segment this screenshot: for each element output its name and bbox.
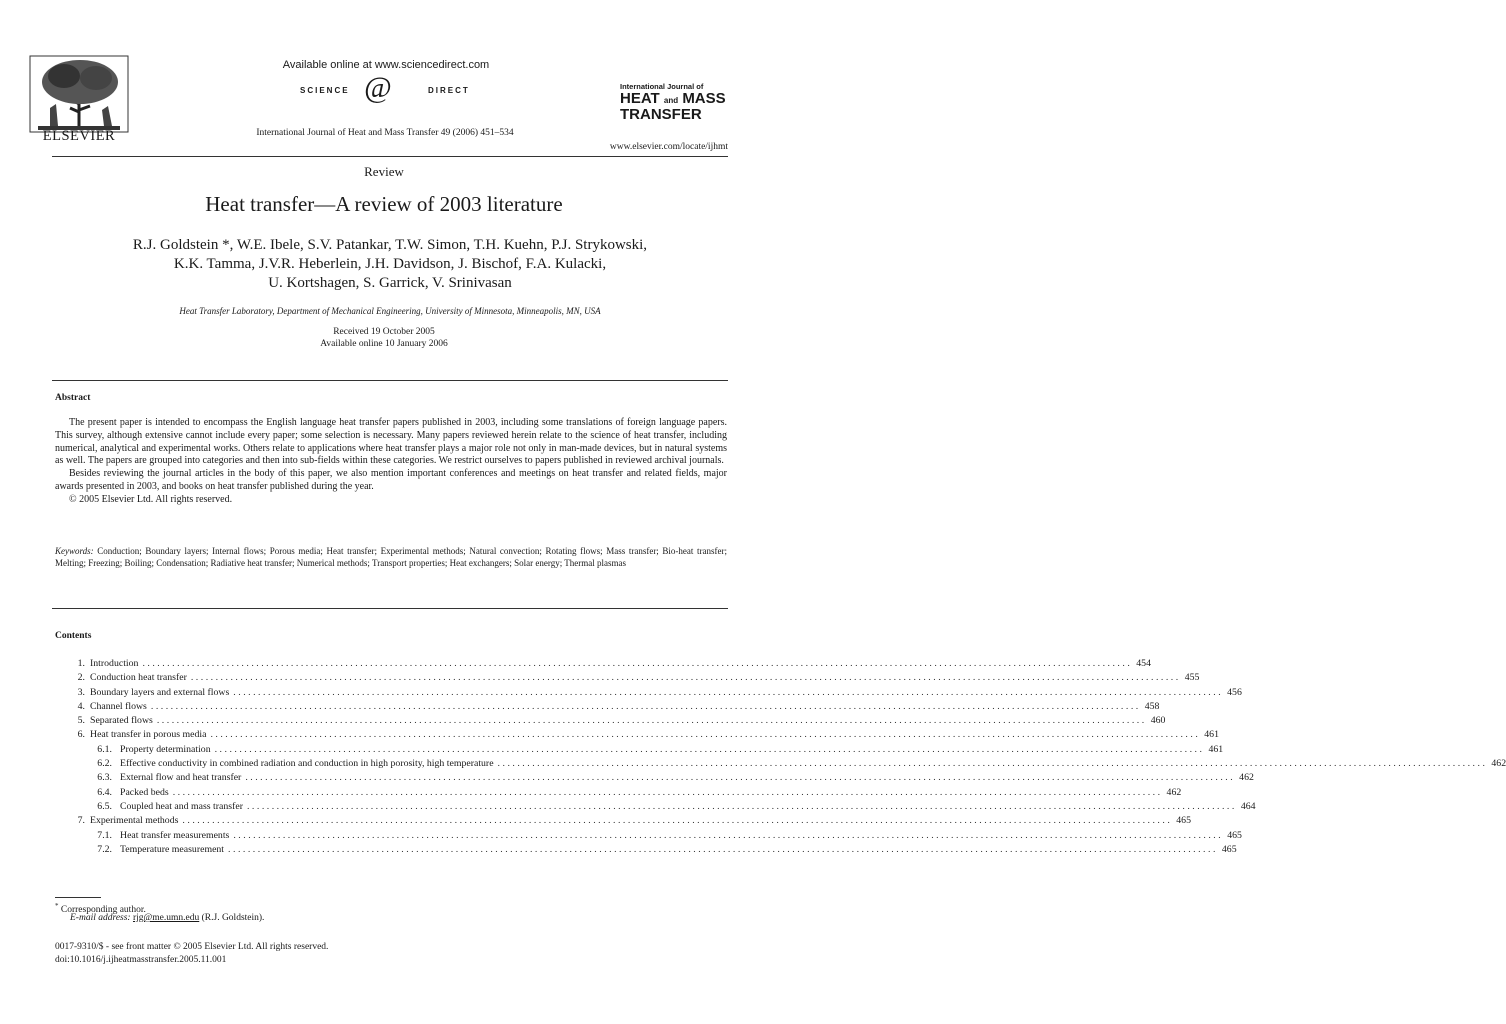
toc-label: External flow and heat transfer <box>120 772 242 784</box>
toc-entry[interactable] <box>55 715 1166 729</box>
toc-label: Conduction heat transfer <box>90 672 187 684</box>
footnote-email <box>70 913 264 923</box>
authors-line-2: K.K. Tamma, J.V.R. Heberlein, J.H. Davidson, J. Bischof, F.A. Kulacki, <box>173 256 607 272</box>
toc-page-number: 456 <box>1227 686 1242 698</box>
issn-line: 0017-9310/$ - see front matter © 2005 Elsevier Ltd. All rights reserved. <box>55 942 329 952</box>
publisher-name: ELSEVIER <box>42 128 116 144</box>
toc-leader-dots: ........................................................................................................................................................................................................ <box>233 829 1224 841</box>
toc-leader-dots: ........................................................................................................................................................................................................ <box>228 843 1218 855</box>
journal-logo-transfer: TRANSFER <box>620 106 702 123</box>
toc-number: 7.2. <box>97 843 112 855</box>
keywords <box>55 546 727 569</box>
toc-label: Introduction <box>90 658 139 669</box>
toc-entry[interactable] <box>55 743 1224 758</box>
toc-number: 7. <box>77 815 85 827</box>
abstract-paragraph-1: The present paper is intended to encompass the English language heat transfer papers published in 2003, including some translations of foreign language papers. This survey, although extensive cannot include every paper; some selection is necessary. Many papers reviewed herein relate to the science of heat transfer, including numerical, analytical and experimental works. Others relate to applications where heat transfer plays a major role not only in man-made devices, but in natural systems as well. The papers are grouped into categories and then into sub-fields within these categories. We restrict ourselves to papers published in reviewed archival journals. <box>55 417 727 467</box>
author-list <box>60 236 720 293</box>
email-link[interactable]: rjg@me.umn.edu <box>132 913 200 923</box>
doi-line: doi:10.1016/j.ijheatmasstransfer.2005.11.001 <box>55 955 227 965</box>
abstract-divider <box>52 380 728 381</box>
toc-page-number: 461 <box>1208 743 1224 755</box>
authors-line-1: R.J. Goldstein *, W.E. Ibele, S.V. Patankar, T.W. Simon, T.H. Kuehn, P.J. Strykowski, <box>132 237 648 253</box>
toc-number: 6. <box>77 729 85 741</box>
corresponding-author-note: Corresponding author. <box>60 905 146 916</box>
toc-page-number: 465 <box>1227 829 1242 841</box>
toc-page-number: 462 <box>1239 772 1254 784</box>
toc-entry[interactable] <box>55 700 1160 715</box>
available-online-link[interactable]: Available online at www.sciencedirect.com <box>282 59 490 71</box>
contents-heading: Contents <box>55 631 92 641</box>
journal-logo-subtitle: International Journal of <box>620 82 704 91</box>
toc-entry[interactable] <box>55 800 1256 815</box>
toc-entry[interactable] <box>55 786 1182 801</box>
toc-number: 6.2. <box>97 758 112 770</box>
email-label: E-mail address: <box>70 913 131 923</box>
toc-leader-dots: ........................................................................................................................................................................................................ <box>497 758 1488 770</box>
keywords-label: Keywords: <box>55 546 94 556</box>
sciencedirect-at-icon: @ <box>364 71 392 104</box>
abstract-heading: Abstract <box>55 393 91 403</box>
toc-label: Separated flows <box>90 715 153 727</box>
abstract-body <box>55 417 727 507</box>
toc-label: Boundary layers and external flows <box>90 686 230 698</box>
toc-leader-dots: ........................................................................................................................................................................................................ <box>245 772 1236 784</box>
toc-number: 6.5. <box>97 800 112 812</box>
toc-leader-dots: ........................................................................................................................................................................................................ <box>150 700 1141 712</box>
article-dates <box>0 326 768 350</box>
toc-page-number: 458 <box>1144 700 1160 712</box>
toc-page-number: 464 <box>1240 800 1256 812</box>
authors-line-3: U. Kortshagen, S. Garrick, V. Srinivasan <box>268 275 512 291</box>
toc-number: 7.1. <box>97 829 112 841</box>
toc-number: 6.4. <box>97 786 112 798</box>
article-type: Review <box>364 164 404 179</box>
toc-label: Experimental methods <box>90 815 179 827</box>
sciencedirect-science: SCIENCE <box>300 86 350 95</box>
affiliation: Heat Transfer Laboratory, Department of Mechanical Engineering, University of Minnesota, Minneapolis, MN, USA <box>179 306 601 316</box>
toc-entry[interactable] <box>55 686 1242 701</box>
toc-label: Packed beds <box>120 786 169 798</box>
toc-page-number: 465 <box>1221 843 1237 855</box>
toc-number: 6.3. <box>97 772 112 784</box>
toc-leader-dots: ........................................................................................................................................................................................................ <box>210 729 1201 741</box>
toc-entry[interactable] <box>55 758 1506 772</box>
toc-number: 3. <box>77 686 85 698</box>
table-of-contents <box>55 658 1506 858</box>
toc-label: Coupled heat and mass transfer <box>120 800 243 812</box>
toc-number: 5. <box>77 715 85 727</box>
received-date: Received 19 October 2005 <box>333 327 435 337</box>
journal-logo-and: and <box>663 96 679 105</box>
available-date: Available online 10 January 2006 <box>320 339 448 349</box>
toc-leader-dots: ........................................................................................................................................................................................................ <box>190 672 1181 684</box>
toc-label: Effective conductivity in combined radiation and conduction in high porosity, high temperature <box>120 758 494 770</box>
journal-logo-heat: HEAT <box>620 90 660 107</box>
toc-label: Temperature measurement <box>120 843 225 855</box>
sciencedirect-direct: DIRECT <box>428 86 470 95</box>
toc-label: Heat transfer measurements <box>120 829 230 841</box>
toc-number: 2. <box>77 672 85 684</box>
footnote-rule <box>55 897 101 898</box>
toc-leader-dots: ........................................................................................................................................................................................................ <box>246 800 1237 812</box>
email-suffix: (R.J. Goldstein). <box>201 913 265 923</box>
header-divider <box>52 156 728 157</box>
toc-entry[interactable] <box>55 815 1191 829</box>
journal-url-link[interactable]: www.elsevier.com/locate/ijhmt <box>609 142 728 152</box>
abstract-copyright: © 2005 Elsevier Ltd. All rights reserved. <box>69 493 233 505</box>
keywords-divider <box>52 608 728 609</box>
issn-doi <box>55 941 328 967</box>
toc-number: 1. <box>77 658 85 669</box>
journal-citation: International Journal of Heat and Mass Transfer 49 (2006) 451–534 <box>256 128 514 138</box>
footnote-star: * <box>55 902 59 910</box>
journal-logo <box>620 92 726 122</box>
toc-leader-dots: ........................................................................................................................................................................................................ <box>182 815 1173 827</box>
toc-page-number: 455 <box>1184 672 1200 684</box>
article-title: Heat transfer—A review of 2003 literature <box>205 192 563 216</box>
toc-page-number: 460 <box>1150 715 1166 727</box>
toc-label: Property determination <box>120 743 211 755</box>
toc-entry[interactable] <box>55 658 1151 672</box>
toc-page-number: 454 <box>1136 658 1151 669</box>
toc-page-number: 462 <box>1166 786 1182 798</box>
toc-number: 4. <box>77 700 85 712</box>
toc-label: Heat transfer in porous media <box>90 729 207 741</box>
toc-entry[interactable] <box>55 843 1237 858</box>
toc-entry[interactable] <box>55 772 1254 786</box>
abstract-paragraph-2: Besides reviewing the journal articles in the body of this paper, we also mention important conferences and meetings on heat transfer and related fields, major awards presented in 2003, and books on heat transfer published during the year. <box>55 468 727 492</box>
toc-label: Channel flows <box>90 700 147 712</box>
toc-leader-dots: ........................................................................................................................................................................................................ <box>233 686 1224 698</box>
toc-entry[interactable] <box>55 729 1219 743</box>
journal-logo-mass: MASS <box>682 90 726 107</box>
toc-leader-dots: ........................................................................................................................................................................................................ <box>172 786 1163 798</box>
toc-leader-dots: ........................................................................................................................................................................................................ <box>156 715 1147 727</box>
toc-number: 6.1. <box>97 743 112 755</box>
toc-leader-dots: ........................................................................................................................................................................................................ <box>142 658 1133 669</box>
toc-leader-dots: ........................................................................................................................................................................................................ <box>214 743 1205 755</box>
keywords-text: Conduction; Boundary layers; Internal flows; Porous media; Heat transfer; Experimental methods; Natural convection; Rotating flows; Mass transfer; Bio-heat transfer; Melting; Freezing; Boiling; Condensation; Radiative heat transfer; Numerical methods; Transport properties; Heat exchangers; Solar energy; Thermal plasmas <box>55 546 727 568</box>
toc-page-number: 462 <box>1491 758 1506 770</box>
toc-entry[interactable] <box>55 672 1200 686</box>
toc-page-number: 461 <box>1204 729 1219 741</box>
toc-entry[interactable] <box>55 829 1242 844</box>
toc-page-number: 465 <box>1176 815 1191 827</box>
